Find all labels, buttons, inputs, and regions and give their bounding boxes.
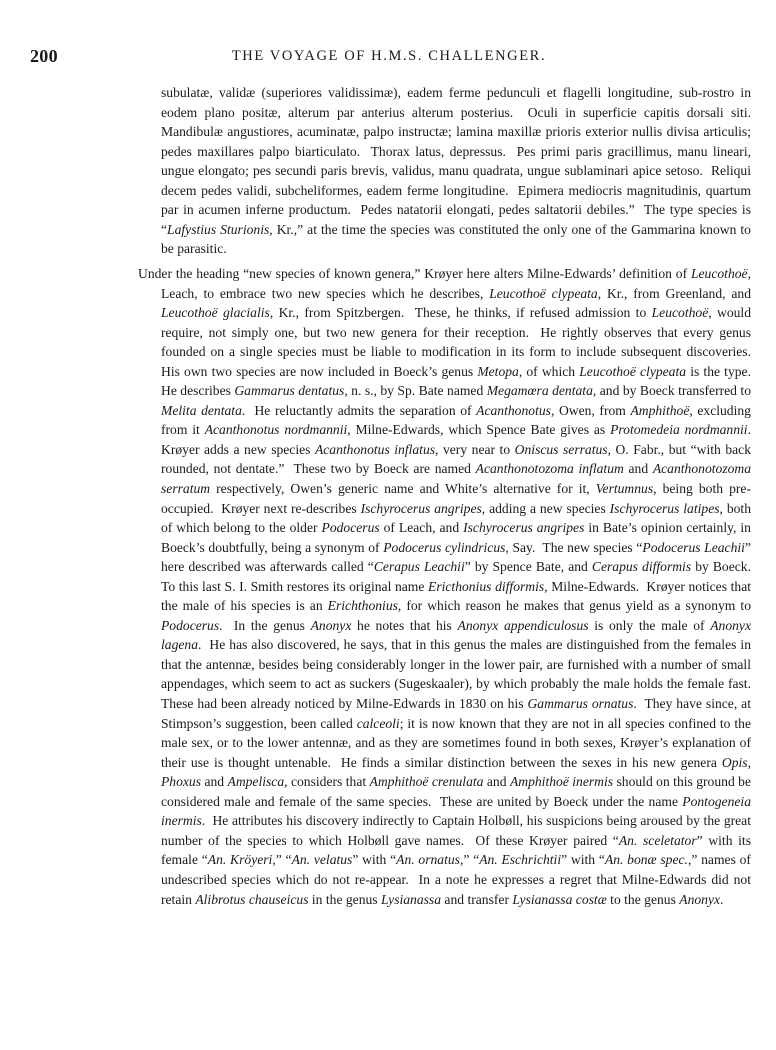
latin-quote-continuation [161, 83, 758, 259]
text-run: and transfer [441, 891, 513, 907]
italic-taxon-text: Gammarus ornatus [527, 696, 634, 712]
text-run: , Leach, to embrace two new species which he describes, [161, 266, 755, 301]
text-run: he notes that his [351, 617, 458, 633]
text-run: , for which reason he makes that genus yield as a synonym to [397, 598, 755, 614]
italic-taxon-text: An. sceletator [618, 832, 697, 848]
text-run: and [623, 461, 653, 477]
italic-taxon-text: Leucothoë glacialis [161, 305, 270, 321]
italic-taxon-text: Amphithoë [630, 402, 690, 418]
italic-taxon-text: An. ornatus [396, 852, 460, 868]
text-run: in Bate’s opinion certainly, in Boeck’s doubtfully, being a synonym of [161, 520, 755, 555]
text-run: . In the genus [219, 617, 311, 633]
text-run: , Kr., from Greenland, and [597, 285, 755, 301]
page-number: 200 [30, 46, 58, 66]
text-run: ; it is now known that they are not in all species confined to the male sex, or to the lower antennæ, and as they are sometimes found in both sexes, Krøyer’s explanation of their use is thought untenable. He finds a similar distinction between the sexes in his new genera [161, 715, 755, 770]
italic-taxon-text: An. Eschrichtii [479, 852, 562, 868]
italic-taxon-text: Anonyx [310, 617, 352, 633]
italic-taxon-text: Pontogeneia inermis [161, 793, 755, 829]
text-run: ,” names of undescribed species which do not re-appear. In a note he expresses a regret that Milne-Edwards did not retain [161, 852, 755, 907]
italic-taxon-text: Cerapus Leachii [373, 559, 465, 575]
italic-taxon-text: Podocerus [321, 520, 380, 536]
italic-taxon-text: Erichthonius [327, 598, 398, 614]
italic-taxon-text: Lafystius Sturionis [167, 221, 270, 237]
text-run: ,” “ [272, 852, 292, 868]
italic-taxon-text: Acanthonotozoma serratum [161, 461, 755, 497]
text-run: , would require, not simply one, but two new genera for their reception. He rightly observes that every genus founded on a single species must be liable to modification in its form to include subsequent discoveries. His own two species are now included in Boeck’s genus [161, 305, 758, 379]
text-run: ” with “ [561, 852, 605, 868]
page-header [30, 46, 748, 68]
text-run: should on this ground be considered male and female of the same species. These are united by Boeck under the name [161, 774, 755, 809]
italic-taxon-text: Melita dentata [161, 402, 242, 418]
italic-taxon-text: Lysianassa costæ [512, 891, 607, 907]
italic-taxon-text: Anonyx [679, 891, 721, 907]
text-run: to the genus [606, 891, 680, 907]
italic-taxon-text: Ischyrocerus angripes [463, 520, 585, 536]
text-run: . Krøyer adds a new species [161, 422, 758, 457]
text-run: of Leach, and [379, 520, 464, 536]
text-run: , Owen, from [550, 402, 631, 418]
italic-taxon-text: Podocerus [161, 617, 220, 633]
italic-taxon-text: Alibrotus chauseicus [195, 891, 309, 907]
italic-taxon-text: Ericthonius difformis [428, 578, 545, 594]
text-run: . He attributes his discovery indirectly to Captain Holbøll, his suspicions being aroused by the great number of the species to which Holbøll gave names. Of these Krøyer paired “ [161, 813, 755, 848]
italic-taxon-text: An. Kröyeri [207, 852, 273, 868]
text-run: , n. s., by Sp. Bate named [344, 383, 487, 399]
text-run: , [747, 754, 755, 770]
text-run: , very near to [435, 441, 515, 457]
text-run: by Boeck. To this last S. I. Smith restores its original name [161, 559, 758, 594]
italic-taxon-text: Ischyrocerus angripes [360, 500, 482, 516]
italic-taxon-text: Amphithoë inermis [509, 774, 614, 790]
text-run: ” with “ [352, 852, 397, 868]
text-run: , O. Fabr., but “with back rounded, not dentate.” These two by Boeck are named [161, 441, 755, 477]
text-run: . [720, 891, 724, 907]
italic-taxon-text: Oniscus serratus [514, 441, 608, 457]
text-run: , and by Boeck transferred to [592, 383, 755, 399]
text-run: , Milne-Edwards, which Spence Bate gives as [347, 422, 611, 438]
italic-taxon-text: Anonyx lagena [161, 617, 755, 653]
text-run: , Kr.,” at the time the species was constituted the only one of the Gammarina known to be parasitic. [161, 221, 755, 257]
text-run: , Kr., from Spitzbergen. These, he thinks, if refused admission to [269, 305, 652, 321]
text-run: subulatæ, validæ (superiores validissimæ), eadem ferme pedunculi et flagelli longitudine, sub-rostro in eodem plano positæ, alterum par anterius alterum posterius. Oculi in superficie capitis dorsali siti. Mandibulæ angustiores, acuminatæ, palpo instructæ; lamina maxillæ prioris exterior nullis divisa articulis; pedes maxillares palpo biarticulato. Thorax latus, depressus. Pes primi paris gracillimus, manu lineari, ungue elongato; pes secundi paris brevis, validus, manu quadrata, ungue sublaminari apice setoso. Reliqui decem pedes validi, subcheliformes, eadem ferme longitudine. Epimera mediocris magnitudinis, quartum par in acumen inferne productum. Pedes natatorii elongati, pedes saltatorii debiles.” The type species is “ [161, 85, 758, 237]
text-run: , Milne-Edwards. Krøyer notices that the male of his species is an [161, 578, 755, 614]
italic-taxon-text: Megamœra dentata [486, 383, 593, 399]
text-run: is only the male of [588, 617, 711, 633]
italic-taxon-text: Amphithoë crenulata [369, 774, 484, 790]
text-run: respectively, Owen’s generic name and White’s alternative for it, [210, 481, 596, 497]
text-run: in the genus [308, 891, 381, 907]
italic-taxon-text: Acanthonotus inflatus [314, 441, 436, 457]
italic-taxon-text: Cerapus difformis [591, 559, 692, 575]
text-run: , Say. The new species “ [505, 539, 643, 555]
text-run: . He reluctantly admits the separation of [241, 402, 477, 418]
text-run: , being both pre-occupied. Krøyer next re-describes [161, 481, 751, 516]
italic-taxon-text: Ampelisca [227, 774, 285, 790]
italic-taxon-text: An. bonæ spec. [604, 852, 688, 868]
text-run: and [483, 774, 510, 790]
italic-taxon-text: Vertumnus [595, 481, 654, 497]
italic-taxon-text: An. velatus [291, 852, 353, 868]
italic-taxon-text: Leucothoë clypeata [579, 363, 687, 379]
italic-taxon-text: Acanthonotozoma inflatum [475, 461, 624, 477]
italic-taxon-text: Phoxus [161, 774, 202, 790]
running-title: THE VOYAGE OF H.M.S. CHALLENGER. [231, 48, 547, 64]
text-run: ” here described was afterwards called “ [161, 539, 755, 575]
italic-taxon-text: Acanthonotus [476, 402, 551, 418]
text-run: , both of which belong to the older [161, 500, 755, 536]
italic-taxon-text: Leucothoë [651, 305, 709, 321]
text-run: . He has also discovered, he says, that in this genus the males are distinguished from the females in that the antennæ, besides being considerably longer in the lower pair, are furnished with a number of small appendages, which seem to act as suckers (Sugeskaaler), by which probably the male holds the female fast. These had been already noticed by Milne-Edwards in 1830 on his [161, 637, 758, 712]
body-paragraph [138, 264, 758, 909]
italic-taxon-text: calceoli [356, 715, 400, 731]
text-run: , excluding from it [161, 402, 755, 438]
text-run: Under the heading “new species of known genera,” Krøyer here alters Milne-Edwards’ definition of [138, 266, 691, 281]
text-run: , adding a new species [481, 500, 610, 516]
text-run: and [201, 774, 228, 790]
text-run: ” with its female “ [161, 832, 755, 868]
text-run: , of which [518, 363, 580, 379]
italic-taxon-text: Metopa [477, 363, 519, 379]
italic-taxon-text: Leucothoë [690, 266, 748, 281]
text-run: is the type. He describes [161, 363, 758, 399]
italic-taxon-text: Podocerus cylindricus [383, 539, 506, 555]
italic-taxon-text: Acanthonotus nordmannii [204, 422, 348, 438]
text-run: . They have since, at Stimpson’s suggestion, been called [161, 696, 755, 731]
italic-taxon-text: Anonyx appendiculosus [457, 617, 589, 633]
italic-taxon-text: Lysianassa [381, 891, 442, 907]
text-run: ” by Spence Bate, and [464, 559, 592, 575]
italic-taxon-text: Gammarus dentatus [234, 383, 345, 399]
italic-taxon-text: Opis [721, 754, 748, 770]
italic-taxon-text: Leucothoë clypeata [489, 285, 598, 301]
italic-taxon-text: Ischyrocerus latipes [609, 500, 720, 516]
italic-taxon-text: Podocerus Leachii [642, 539, 745, 555]
text-run: ,” “ [459, 852, 480, 868]
text-run: , considers that [284, 774, 370, 790]
italic-taxon-text: Protomedeia nordmannii [610, 422, 748, 438]
